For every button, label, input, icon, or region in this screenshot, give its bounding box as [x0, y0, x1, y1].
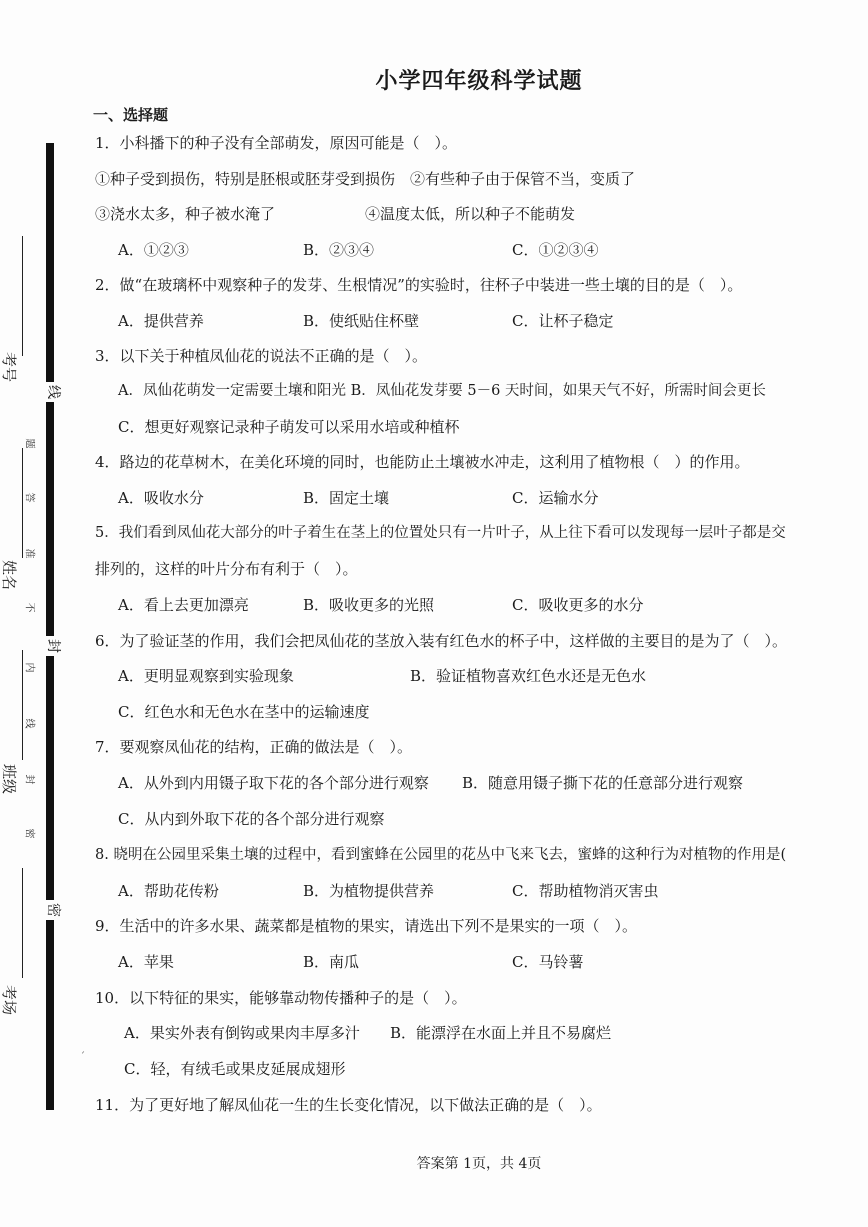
question-2: 2．做“在玻璃杯中观察种子的发芽、生根情况”的实验时，往杯子中装进一些土壤的目的是（ ）。: [95, 276, 743, 294]
page-title: 小学四年级科学试题: [375, 69, 583, 94]
seal-char: 答: [23, 492, 35, 503]
q7-option-b: B．随意用镊子撕下花的任意部分进行观察: [462, 774, 744, 792]
q9-option-b: B．南瓜: [303, 953, 360, 971]
name-rule: [22, 448, 23, 558]
q9-option-c: C．马铃薯: [512, 953, 584, 971]
q7-option-c: C．从内到外取下花的各个部分进行观察: [118, 810, 385, 828]
q2-option-c: C．让杯子稳定: [512, 312, 614, 330]
q4-option-c: C．运输水分: [512, 489, 599, 507]
q1-option-a: A．①②③: [118, 241, 189, 259]
q3-option-c: C．想更好观察记录种子萌发可以采用水培或种植杯: [118, 418, 460, 436]
question-5: 5．我们看到凤仙花大部分的叶子着生在茎上的位置处只有一片叶子，从上往下看可以发现每一层叶子都是交: [95, 525, 786, 541]
room-label: 考场: [0, 985, 18, 1016]
question-11: 11．为了更好地了解凤仙花一生的生长变化情况，以下做法正确的是（ ）。: [95, 1096, 602, 1114]
q8-option-b: B．为植物提供营养: [303, 882, 435, 900]
q5-option-a: A．看上去更加漂亮: [118, 596, 249, 614]
question-8: 8. 晓明在公园里采集土壤的过程中，看到蜜蜂在公园里的花丛中飞来飞去，蜜蜂的这种行为对植物的作用是(: [95, 847, 787, 863]
q7-option-a: A．从外到内用镊子取下花的各个部分进行观察: [118, 774, 429, 792]
q2-option-b: B．使纸贴住杯壁: [303, 312, 420, 330]
seal-char: 内: [23, 662, 35, 673]
room-rule: [22, 868, 23, 978]
q10-option-a: A．果实外表有倒钩或果肉丰厚多汁: [124, 1024, 360, 1042]
stray-mark: ˊ: [80, 1052, 85, 1063]
question-7: 7．要观察凤仙花的结构，正确的做法是（ ）。: [95, 738, 413, 756]
seal-char-secret: 密: [44, 902, 64, 918]
question-3: 3．以下关于种植凤仙花的说法不正确的是（ ）。: [95, 347, 428, 365]
q4-option-a: A．吸收水分: [118, 489, 204, 507]
seal-char-line: 线: [44, 384, 64, 400]
q2-option-a: A．提供营养: [118, 312, 204, 330]
question-1: 1．小科播下的种子没有全部萌发，原因可能是（ ）。: [95, 134, 458, 152]
seal-char: 线: [23, 718, 35, 729]
q10-option-b: B．能漂浮在水面上并且不易腐烂: [390, 1024, 612, 1042]
seal-char: 题: [23, 438, 35, 449]
seal-char-seal: 封: [44, 638, 64, 654]
q8-option-c: C．帮助植物消灭害虫: [512, 882, 659, 900]
question-6: 6．为了验证茎的作用，我们会把凤仙花的茎放入装有红色水的杯子中，这样做的主要目的是为了（ ）。: [95, 632, 788, 650]
q4-option-b: B．固定土壤: [303, 489, 390, 507]
q1-option-b: B．②③④: [303, 241, 375, 259]
page-footer: 答案第 1页，共 4页: [416, 1156, 542, 1172]
q6-option-b: B．验证植物喜欢红色水还是无色水: [410, 667, 647, 685]
seal-char: 不: [23, 602, 35, 613]
binding-bar: [46, 143, 54, 1110]
question-9: 9．生活中的许多水果、蔬菜都是植物的果实，请选出下列不是果实的一项（ ）。: [95, 917, 638, 935]
q8-option-a: A．帮助花传粉: [118, 882, 219, 900]
q3-options-a-b: A．凤仙花萌发一定需要土壤和阳光 B．凤仙花发芽要 5－6 天时间，如果天气不好，所需时间会更长: [118, 383, 766, 399]
exam-no-rule: [22, 236, 23, 356]
question-5-cont: 排列的，这样的叶片分布有利于（ ）。: [95, 560, 358, 578]
seal-char: 封: [23, 774, 35, 785]
q10-option-c: C．轻，有绒毛或果皮延展成翅形: [124, 1060, 346, 1078]
seal-char: 密: [23, 828, 35, 839]
q5-option-c: C．吸收更多的水分: [512, 596, 644, 614]
q6-option-c: C．红色水和无色水在茎中的运输速度: [118, 703, 370, 721]
question-10: 10．以下特征的果实，能够靠动物传播种子的是（ ）。: [95, 989, 467, 1007]
q1-statements-3-4: ③浇水太多，种子被水淹了 ④温度太低，所以种子不能萌发: [95, 205, 576, 223]
class-label: 班级: [0, 764, 18, 795]
q9-option-a: A．苹果: [118, 953, 174, 971]
section-heading: 一、选择题: [93, 106, 169, 124]
q6-option-a: A．更明显观察到实验现象: [118, 667, 294, 685]
name-label: 姓名: [0, 560, 18, 591]
q1-option-c: C．①②③④: [512, 241, 599, 259]
seal-char: 准: [23, 548, 35, 559]
q5-option-b: B．吸收更多的光照: [303, 596, 435, 614]
q1-statements-1-2: ①种子受到损伤，特别是胚根或胚芽受到损伤 ②有些种子由于保管不当，变质了: [95, 170, 636, 188]
question-4: 4．路边的花草树木，在美化环境的同时，也能防止土壤被水冲走，这利用了植物根（ ）的作用。: [95, 453, 750, 471]
exam-no-label: 考号: [0, 352, 18, 383]
